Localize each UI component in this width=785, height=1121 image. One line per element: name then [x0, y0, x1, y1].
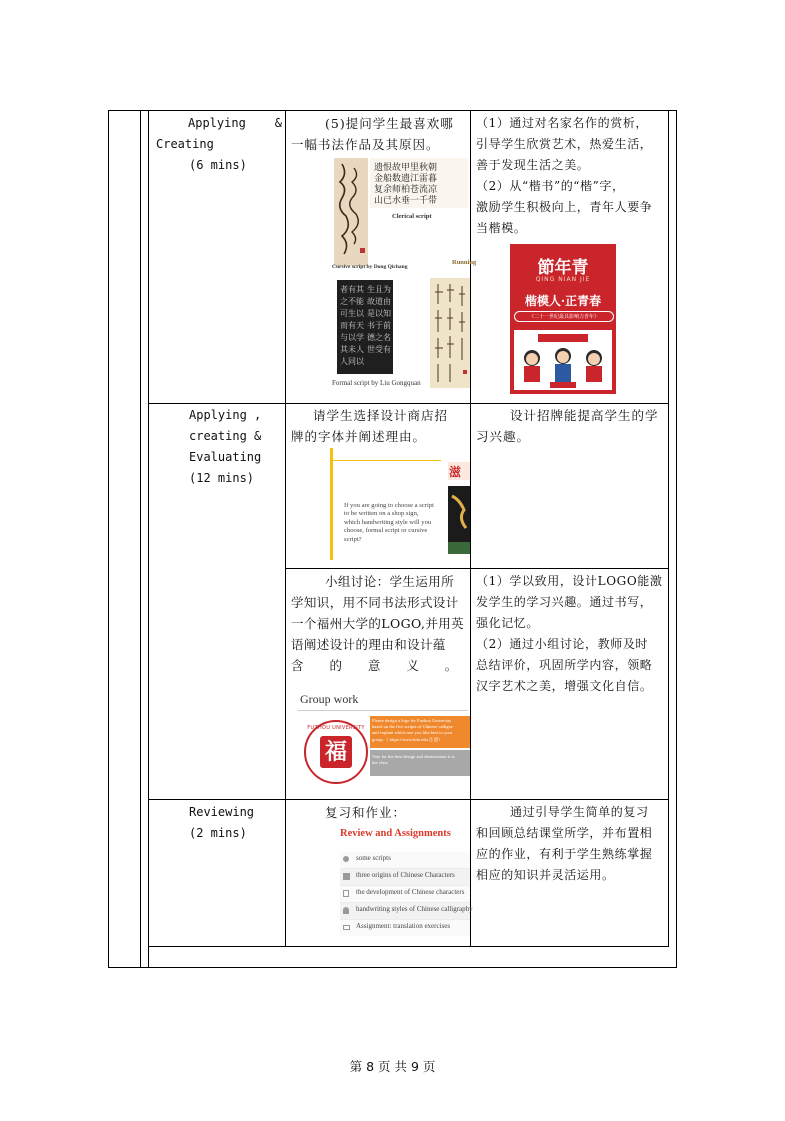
row2-activity-line: 牌的字体并阐述理由。 [291, 429, 427, 444]
row3-purpose-line: 汉字艺术之美，增强文化自信。 [476, 679, 653, 693]
table-bottom-border [108, 967, 677, 968]
svg-text:遗恨故甲里秋朝: 遗恨故甲里秋朝 [374, 163, 438, 173]
row3-purpose-line: （1）学以致用，设计LOGO能激 [476, 574, 663, 588]
document-icon [343, 890, 349, 897]
seal-char: 福 [324, 739, 347, 765]
row1-purpose-line: 善于发现生活之美。 [476, 158, 590, 172]
row3-activity-line: 一个福州大学的LOGO,并用英 [291, 616, 465, 631]
fuzhou-university-seal [304, 720, 368, 784]
row1-activity [291, 113, 467, 155]
svg-text:人同以: 人同以 [340, 357, 364, 366]
row4-purpose-line: 和回顾总结课堂所学，并布置相 [476, 826, 653, 840]
svg-text:与以学: 与以学 [340, 333, 364, 342]
row4-activity [291, 802, 467, 823]
review-item-label: the development of Chinese characters [356, 888, 465, 896]
task-line: and explain which one you like best to your [372, 730, 453, 736]
row3-activity-line: 语阐述设计的理由和设计蕴 [291, 637, 446, 652]
table-right-border [676, 110, 677, 968]
vote-line: the class [372, 760, 388, 766]
svg-text:其未人: 其未人 [340, 345, 364, 354]
table-col-line-3 [285, 110, 286, 947]
row1-activity-line: 一幅书法作品及其原因。 [291, 137, 440, 152]
row4-stage-line: (2 mins) [189, 826, 247, 840]
table-row-divider-4 [148, 946, 668, 947]
envelope-icon [343, 925, 350, 930]
task-box-gray [370, 750, 470, 776]
row1-stage-line: (6 mins) [189, 158, 247, 172]
svg-text:滋: 滋 [449, 465, 462, 479]
row2-stage-line: Evaluating [189, 450, 262, 464]
review-item [340, 920, 470, 936]
task-line: based on the five scripts of Chinese calligra- [372, 724, 454, 730]
review-item-label: some scripts [356, 854, 391, 862]
table-col-line-1 [140, 110, 141, 968]
row2-activity-line: 请学生选择设计商店招 [313, 408, 449, 423]
table-row-divider-3 [148, 799, 668, 800]
svg-text:金船数遗江雷暮: 金船数遗江雷暮 [374, 174, 438, 184]
task-box-orange [370, 716, 470, 748]
review-item [340, 869, 470, 886]
slide-text-line: which handwriting style will you [344, 518, 432, 526]
row3-activity [291, 571, 467, 676]
group-work-slide [294, 688, 470, 794]
cursive-label: Cursive script by Dong Qichang [332, 264, 408, 270]
poster-title: 節年青 [537, 258, 589, 278]
svg-text:而有天: 而有天 [340, 321, 364, 330]
row2-activity [291, 405, 467, 447]
row2-purpose [476, 405, 666, 447]
row2-stage [189, 405, 281, 489]
svg-text:山已水垂一千带: 山已水垂一千带 [374, 196, 438, 206]
formal-label: Formal script by Liu Gongquan [332, 379, 421, 387]
row2-stage-line: Applying , [189, 408, 262, 422]
review-item-label: three origins of Chinese Characters [356, 871, 455, 879]
row4-activity-line: 复习和作业： [325, 805, 407, 820]
review-list [340, 852, 473, 936]
svg-text:故道由: 故道由 [367, 297, 391, 306]
table-left-border [108, 110, 109, 968]
cursive-script-image [334, 158, 368, 266]
row1-purpose-line: 激励学生积极向上，青年人要争 [476, 200, 653, 214]
row3-activity-line: 学知识，用不同书法形式设计 [291, 595, 459, 610]
row4-purpose-line: 应的作业，有利于学生熟练掌握 [476, 847, 653, 861]
table-row-divider-2 [285, 568, 668, 569]
page-footer: 第 8 页 共 9 页 [349, 1059, 436, 1074]
row4-stage-line: Reviewing [189, 805, 255, 819]
vote-line: Vote for the best design and demonstrate it to [372, 754, 456, 759]
row1-stage-line: Applying & [188, 116, 282, 130]
row1-purpose-line: 当楷模。 [476, 221, 527, 235]
row3-purpose-line: （2）通过小组讨论，教师及时 [476, 637, 649, 651]
running-script-image [430, 278, 470, 388]
row3-purpose-line: 发学生的学习兴趣。通过书写， [476, 595, 653, 609]
poster-subtitle: 《二十一世纪最具影响力青年》 [514, 311, 614, 322]
table-row-divider-1 [148, 403, 668, 404]
slide-yellow-bar [330, 448, 333, 560]
group-work-title: Group work [300, 692, 359, 706]
row2-stage-line: creating & [189, 429, 262, 443]
row4-stage [189, 802, 281, 844]
row3-activity-line: 含 的 意 义 。 [291, 658, 464, 673]
svg-text:复余师柏苍流凉: 复余师柏苍流凉 [374, 185, 438, 195]
slide-top-line [333, 460, 441, 461]
formal-script-image [337, 280, 393, 374]
bullet-icon [343, 856, 349, 862]
slide-text [344, 502, 434, 544]
shop-sign-slide [328, 446, 470, 564]
table-top-border [108, 110, 677, 111]
review-title: Review and Assignments [340, 828, 451, 839]
person-icon [343, 907, 349, 914]
row2-stage-line: (12 mins) [189, 471, 255, 485]
svg-text:书于前: 书于前 [367, 321, 391, 330]
poster-slogan: 楷模人·正青春 [524, 294, 602, 308]
row3-purpose-line: 总结评价，巩固所学内容，领略 [476, 658, 653, 672]
task-line: Please design a logo for Fuzhou University [372, 718, 452, 723]
group-work-underline [298, 710, 468, 711]
svg-text:可生以: 可生以 [340, 309, 364, 318]
row2-purpose-line: 设计招牌能提高学生的学 [510, 408, 659, 423]
slide-text-line: choose, formal script or cursive [344, 527, 428, 535]
slide-text-line: to be written on a shop sign, [344, 510, 419, 518]
task-line: group.（ https://www.bdu.edu 注意） [372, 736, 443, 742]
row1-stage [156, 113, 281, 176]
clerical-script-image [370, 158, 468, 208]
slide-text-line: script? [344, 535, 362, 543]
table-col-line-5 [668, 110, 669, 947]
svg-text:是以知: 是以知 [367, 309, 391, 318]
seal-ring-text: FUZHOU UNIVERSITY [307, 725, 365, 731]
table-col-line-4 [470, 110, 471, 947]
poster-pinyin: QING NIAN JIE [535, 276, 591, 283]
row1-stage-line: Creating [156, 137, 214, 151]
book-icon [343, 873, 350, 880]
row4-purpose-line: 相应的知识并灵活运用。 [476, 868, 615, 882]
review-item [340, 903, 473, 920]
running-label: Running [452, 259, 477, 266]
svg-text:德之名: 德之名 [367, 333, 391, 342]
svg-text:生且为: 生且为 [367, 285, 391, 294]
slide-text-line: If you are going to choose a script [344, 502, 434, 509]
review-slide [336, 824, 473, 942]
row4-purpose [476, 802, 666, 886]
row1-purpose-line: （2）从“楷书”的“楷”字， [476, 179, 625, 193]
svg-text:之不能: 之不能 [340, 297, 364, 306]
shop-sign-photo [448, 462, 470, 554]
row3-purpose-line: 强化记忆。 [476, 616, 540, 630]
row4-purpose-line: 通过引导学生简单的复习 [510, 805, 649, 819]
table-col-line-2 [148, 110, 149, 968]
row1-purpose-line: 引导学生欣赏艺术，热爱生活， [476, 137, 653, 151]
youth-day-poster [510, 244, 616, 394]
poster-illustration [510, 328, 616, 394]
row3-activity-line: 小组讨论：学生运用所 [325, 574, 455, 589]
review-item [340, 886, 470, 903]
row2-purpose-line: 习兴趣。 [476, 429, 531, 444]
row3-purpose [476, 571, 666, 697]
row1-activity-line: (5)提问学生最喜欢哪 [325, 116, 454, 131]
clerical-label: Clerical script [392, 213, 432, 220]
row1-purpose-line: （1）通过对名家名作的赏析， [476, 116, 649, 130]
review-item-label: handwriting styles of Chinese calligraphy [356, 905, 473, 913]
svg-text:世受有: 世受有 [367, 345, 391, 354]
review-item-label: Assignment: translation exercises [356, 922, 451, 930]
row1-purpose [476, 113, 666, 239]
calligraphy-collage [330, 158, 477, 398]
review-item [340, 852, 470, 869]
svg-text:者有其: 者有其 [340, 285, 364, 294]
